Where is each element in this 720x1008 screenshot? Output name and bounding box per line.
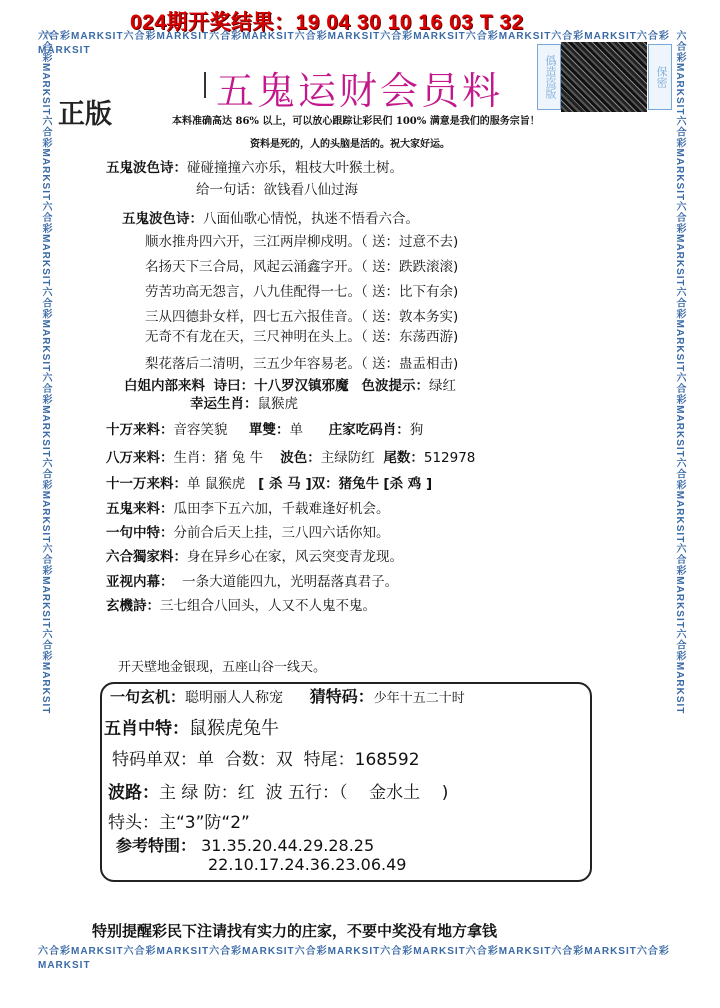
yashi-label: 亚视内幕： [106,574,174,590]
bawan-weishu-value: 512978 [423,450,476,466]
poem1-line2: 给一句话：欲钱看八仙过海 [196,182,358,198]
poem1-row [106,156,403,176]
baijie-label: 白姐内部来料 [124,378,205,394]
poem2-label: 五鬼波色诗： [122,211,203,227]
zhuangjia-label: 庄家吃码肖： [328,422,410,438]
poem2-line: 劳苦功高无怨言，八九佳配得一七。（ 送：比下有余) [145,284,459,300]
box-tema-row [112,745,420,770]
lucky-label: 幸运生肖： [190,396,258,412]
shiyiwan-row [106,472,432,492]
wugui-label: 五鬼来料： [106,501,174,517]
box-bolu-row [108,778,448,803]
color-hint-value: 绿红 [428,378,456,394]
lucky-value: 鼠猴虎 [257,396,298,412]
shiwan-label: 十万来料： [106,422,174,438]
box-wuxiao-row [104,714,279,740]
watermark-border-right: 六合彩MARKSIT六合彩MARKSIT六合彩MARKSIT六合彩MARKSIT六合彩MARKSIT六合彩MARKSIT六合彩MARKSIT六合彩MARKSIT [674,30,685,715]
bawan-bose-value: 主绿防红 [320,450,375,466]
shiyiwan-sha1: [ 杀 马 ] [258,476,312,492]
box-caitema-label: 猜特码： [309,687,374,706]
title-divider [204,72,206,98]
xuanji-row [106,594,376,614]
bawan-shengxiao: 生肖：猪 兔 牛 [173,450,264,466]
bawan-bose-label: 波色： [280,450,321,466]
poem2-line: 三从四德卦女样，四七五六报佳音。（ 送：敦本务实) [145,309,459,325]
qr-code-image [561,42,647,112]
page-title: 五鬼运财会员料 [216,69,504,113]
box-bolu-label: 波路： [108,783,159,803]
box-heshu: 合数：双 [224,750,293,770]
poem2-line: 梨花落后二清明，三五少年容易老。（ 送：蛊盂相击) [145,356,459,372]
box-bo-wuxing: 波 五行：（ [265,783,348,803]
liuhe-row [106,545,403,565]
liuhe-label: 六合獨家料： [106,549,187,565]
color-hint-label: 色波提示： [361,378,429,394]
wugui-value: 瓜田李下五六加，千载难逢好机会。 [173,501,390,517]
box-cankao-row [116,833,374,856]
bawan-weishu-label: 尾数： [383,450,424,466]
box-caitema-value: 少年十五二十时 [373,691,465,706]
box-tetou: 特头：主“3”防“2” [108,813,250,833]
slogan: 本料准确高达 86% 以上，可以放心跟踪让彩民们 100% 满意是我们的服务宗旨！ [172,116,540,127]
box-cankao-label: 参考特围： [116,836,197,855]
box-tewei: 特尾：168592 [303,750,420,770]
note-line: 开天壁地金银现，五座山谷一线天。 [118,660,327,675]
poem2-line: 顺水推舟四六开，三江两岸柳戍明。（ 送：过意不去) [145,234,459,250]
xuanji-label: 玄機詩： [106,598,160,614]
lucky-row [190,392,298,412]
bawan-label: 八万来料： [106,450,174,466]
box-wuxing-value: 金水土 [369,783,421,803]
box-wuxing-close: ) [441,783,449,803]
draw-result-banner: 024期开奖结果：19 04 30 10 16 03 T 32 [130,11,524,34]
yiju-value: 分前合后天上挂，三八四六话你知。 [173,525,390,541]
poem2-line: 名扬天下三合局，风起云涌鑫字开。（ 送：跌跌滚滚) [145,259,459,275]
box-xuanji-value: 聪明丽人人称宠 [185,690,284,706]
bawan-row [106,446,475,466]
box-tema-danshuang: 特码单双：单 [112,750,214,770]
poem2-line: 无奇不有龙在天，三尺神明在头上。（ 送：东荡西游) [145,329,459,345]
danshuang-value: 单 [289,422,303,438]
shiwan-row [106,418,423,438]
shiyiwan-shuang: 双：猪兔牛 [311,476,380,492]
shiyiwan-sha2: [杀 鸡 ] [383,476,433,492]
edition-label: 正版 [58,99,112,130]
box-wuxiao-label: 五肖中特： [104,719,189,739]
yashi-value: 一条大道能四九，光明磊落真君子。 [182,574,399,590]
watermark-border-bottom: 六合彩MARKSIT六合彩MARKSIT六合彩MARKSIT六合彩MARKSIT六合彩MARKSIT六合彩MARKSIT六合彩MARKSIT六合彩MARKSIT [38,946,670,971]
baijie-poem: 诗曰：十八罗汉镇邪魔 [213,378,349,394]
stamp-left: 僞造盗版 [537,44,561,110]
box-cankao-line1: 31.35.20.44.29.28.25 [201,836,375,855]
baijie-row [124,374,456,394]
liuhe-value: 身在异乡心在家，风云突变青龙现。 [187,549,403,565]
poem1-line1: 碰碰撞撞六亦乐，粗枝大叶猴土树。 [187,160,403,176]
yashi-row [106,570,398,590]
shiyiwan-dan: 单 鼠猴虎 [187,476,246,492]
box-wuxiao-value: 鼠猴虎兔牛 [189,718,279,739]
zhuangjia-value: 狗 [409,422,424,438]
footer-warning: 特别提醒彩民下注请找有实力的庄家，不要中奖没有地方拿钱 [92,922,498,940]
box-xuanji-row [110,684,465,707]
shiyiwan-label: 十一万来料： [106,476,187,492]
box-cankao-line2: 22.10.17.24.36.23.06.49 [208,855,407,874]
poem2-row [122,207,419,227]
poem1-label: 五鬼波色诗： [106,160,187,176]
yiju-row [106,521,390,541]
shiwan-value: 音容笑貌 [173,422,228,438]
stamp-right: 保密 [648,44,672,110]
xuanji-value: 三七组合八回头，人又不人鬼不鬼。 [160,598,376,614]
watermark-border-left: 六合彩MARKSIT六合彩MARKSIT六合彩MARKSIT六合彩MARKSIT六合彩MARKSIT六合彩MARKSIT六合彩MARKSIT六合彩MARKSIT [40,30,51,715]
wugui-row [106,497,390,517]
motto: 资料是死的，人的头脑是活的。祝大家好运。 [250,139,450,150]
danshuang-label: 單雙： [248,422,290,438]
poem2-intro: 八面仙歌心情悦，执迷不悟看六合。 [203,211,419,227]
box-bolu-value: 主 绿 防：红 [159,783,255,803]
yiju-label: 一句中特： [106,525,174,541]
watermark-border-top: 六合彩MARKSIT六合彩MARKSIT六合彩MARKSIT六合彩MARKSIT六合彩MARKSIT六合彩MARKSIT六合彩MARKSIT六合彩MARKSIT [38,31,670,56]
box-xuanji-label: 一句玄机： [110,688,186,706]
